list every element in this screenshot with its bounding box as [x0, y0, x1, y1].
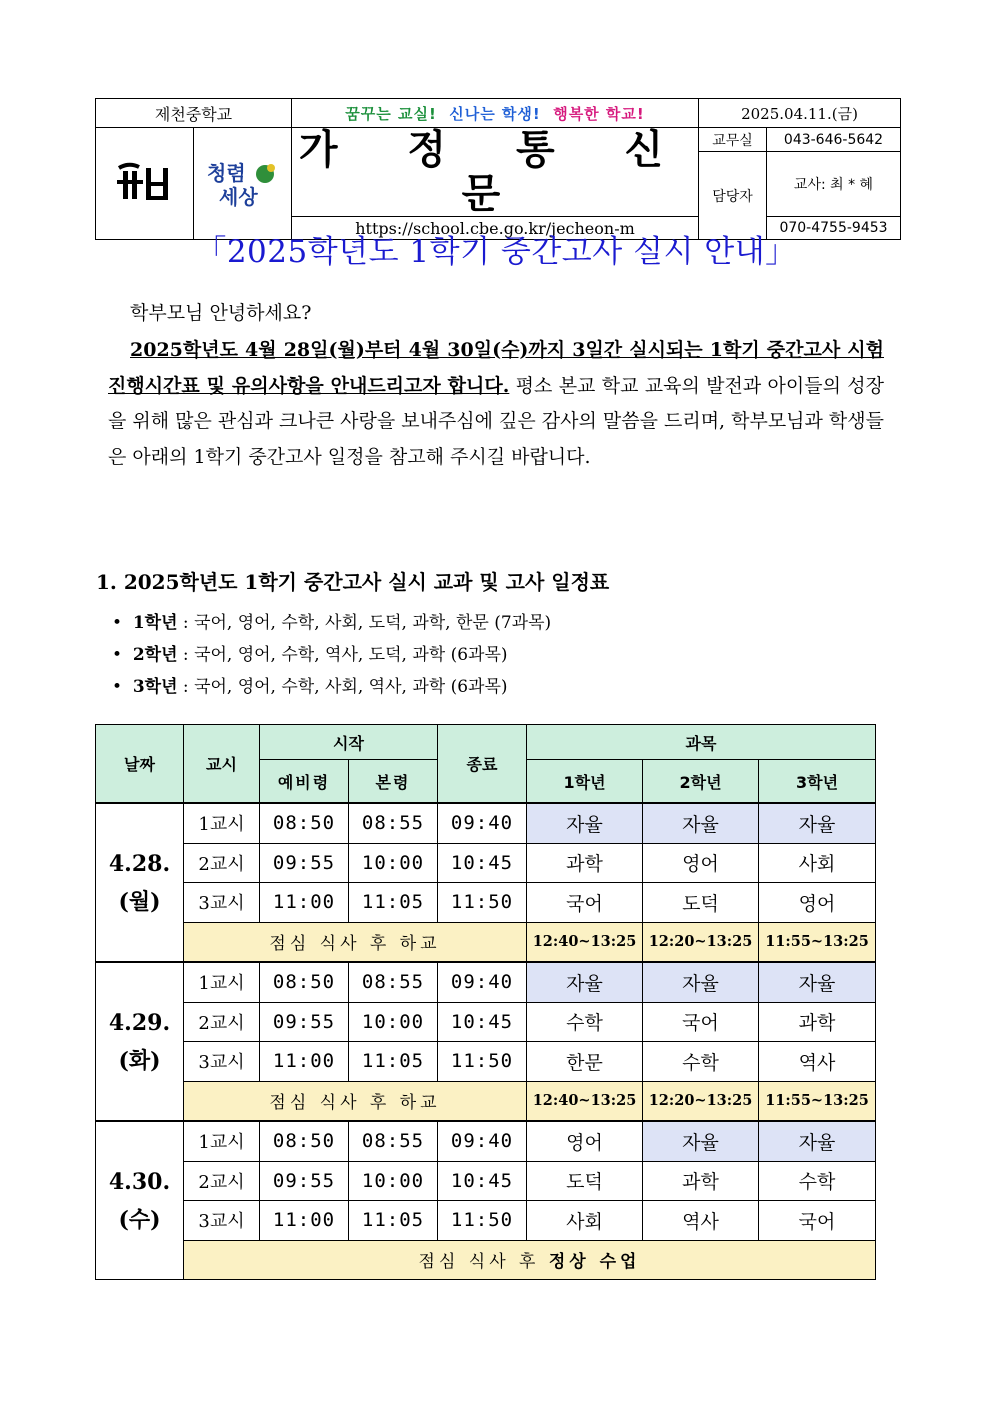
date-value: 4.29. — [108, 1009, 171, 1036]
bullet-grade-label: 3학년 — [132, 677, 178, 697]
teacher-phone: 070-4755-9453 — [767, 217, 901, 240]
end-time: 11:50 — [438, 1042, 527, 1082]
grade-2-subject: 영어 — [643, 843, 759, 883]
teacher-name: 교사: 최 * 혜 — [767, 152, 901, 217]
grade-2-lunch-time: 12:20~13:25 — [643, 922, 759, 962]
header-end: 종료 — [438, 725, 527, 804]
grade-2-subject: 자율 — [643, 1121, 759, 1161]
integrity-logo-icon — [203, 154, 283, 210]
bullet-grade-label: 1학년 — [132, 613, 178, 633]
dismissal-note: 점심 식사 후 하교 — [184, 922, 527, 962]
period-cell: 3교시 — [184, 1042, 260, 1082]
exam-day-date — [96, 803, 184, 962]
end-time: 10:45 — [438, 843, 527, 883]
grade-2-subject: 역사 — [643, 1201, 759, 1241]
period-cell: 3교시 — [184, 1201, 260, 1241]
header-period: 교시 — [184, 725, 260, 804]
grade-1-subject: 한문 — [527, 1042, 643, 1082]
section-title: 1. 2025학년도 1학기 중간고사 실시 교과 및 고사 일정표 — [96, 570, 610, 594]
slogan-part-2: 신나는 학생! — [449, 104, 541, 123]
period-cell: 1교시 — [184, 1121, 260, 1161]
greeting: 학부모님 안녕하세요? — [130, 302, 312, 324]
grade-3-subject: 국어 — [759, 1201, 876, 1241]
office-label: 교무실 — [699, 128, 767, 152]
grade-3-subject: 자율 — [759, 803, 876, 843]
school-url[interactable]: https://school.cbe.go.kr/jecheon-m — [292, 217, 699, 240]
grade-3-subject: 과학 — [759, 1002, 876, 1042]
grade-1-lunch-time: 12:40~13:25 — [527, 922, 643, 962]
svg-text:세상: 세상 — [218, 184, 258, 209]
main-bell-time: 08:55 — [349, 1121, 438, 1161]
grade-2-subject: 과학 — [643, 1161, 759, 1201]
period-cell: 2교시 — [184, 1161, 260, 1201]
grade-1-subject: 수학 — [527, 1002, 643, 1042]
school-name: 제천중학교 — [96, 99, 292, 128]
grade-3-subject: 자율 — [759, 1121, 876, 1161]
bullet-subjects: : 국어, 영어, 수학, 사회, 역사, 과학 (6과목) — [177, 677, 508, 697]
grade-1-subject: 자율 — [527, 962, 643, 1002]
school-slogan — [292, 99, 699, 128]
main-bell-time: 10:00 — [349, 1002, 438, 1042]
grade-1-lunch-time: 12:40~13:25 — [527, 1081, 643, 1121]
period-cell: 1교시 — [184, 962, 260, 1002]
header-grade-2: 2학년 — [643, 760, 759, 804]
grade-3-lunch-time: 11:55~13:25 — [759, 1081, 876, 1121]
exam-day-date — [96, 962, 184, 1121]
end-time: 10:45 — [438, 1161, 527, 1201]
contact-label: 담당자 — [699, 152, 767, 240]
pre-bell-time: 09:55 — [260, 1161, 349, 1201]
grade-3-subject: 역사 — [759, 1042, 876, 1082]
main-bell-time: 11:05 — [349, 883, 438, 923]
header-main-bell: 본령 — [349, 760, 438, 804]
grade-1-subject: 영어 — [527, 1121, 643, 1161]
office-phone: 043-646-5642 — [767, 128, 901, 152]
newsletter-header — [95, 98, 901, 240]
end-time: 11:50 — [438, 1201, 527, 1241]
grade-2-subject: 자율 — [643, 962, 759, 1002]
notice-headline: 「2025학년도 1학기 중간고사 실시 안내」 — [195, 234, 797, 270]
svg-text:청렴: 청렴 — [206, 160, 246, 185]
regular-class-note — [184, 1240, 876, 1280]
bullet-grade-2: • 2학년 : 국어, 영어, 수학, 역사, 도덕, 과학 (6과목) — [112, 645, 508, 665]
header-start: 시작 — [260, 725, 438, 760]
grade-2-subject: 도덕 — [643, 883, 759, 923]
pre-bell-time: 11:00 — [260, 883, 349, 923]
pre-bell-time: 09:55 — [260, 843, 349, 883]
pre-bell-time: 11:00 — [260, 1042, 349, 1082]
date-value: 4.28. — [108, 850, 171, 877]
day-of-week: (수) — [118, 1206, 161, 1233]
period-cell: 1교시 — [184, 803, 260, 843]
integrity-logo — [194, 128, 292, 240]
dismissal-note: 점심 식사 후 하교 — [184, 1081, 527, 1121]
header-grade-1: 1학년 — [527, 760, 643, 804]
header-grade-3: 3학년 — [759, 760, 876, 804]
grade-1-subject: 자율 — [527, 803, 643, 843]
main-bell-time: 11:05 — [349, 1201, 438, 1241]
grade-3-subject: 영어 — [759, 883, 876, 923]
end-time: 09:40 — [438, 803, 527, 843]
slogan-part-1: 꿈꾸는 교실! — [345, 104, 437, 123]
header-date: 날짜 — [96, 725, 184, 804]
pre-bell-time: 08:50 — [260, 803, 349, 843]
slogan-part-3: 행복한 학교! — [553, 104, 645, 123]
main-bell-time: 11:05 — [349, 1042, 438, 1082]
end-time: 10:45 — [438, 1002, 527, 1042]
grade-2-subject: 수학 — [643, 1042, 759, 1082]
intro-rest-text: 평소 본교 학교 교육의 발전과 아이들의 성장을 위해 많은 관심과 크나큰 사랑을 보내주심에 깊은 감사의 말씀을 드리며, 학부모님과 학생들은 아래의 1학기 중간고사 일정을 참고해 주시길 바랍니다. — [108, 374, 885, 468]
main-bell-time: 08:55 — [349, 962, 438, 1002]
main-bell-time: 10:00 — [349, 1161, 438, 1201]
grade-3-subject: 자율 — [759, 962, 876, 1002]
end-time: 11:50 — [438, 883, 527, 923]
lunch-note-prefix: 점심 식사 후 — [418, 1252, 549, 1273]
grade-3-subject: 사회 — [759, 843, 876, 883]
bullet-subjects: : 국어, 영어, 수학, 사회, 도덕, 과학, 한문 (7과목) — [177, 613, 552, 633]
period-cell: 3교시 — [184, 883, 260, 923]
grade-1-subject: 과학 — [527, 843, 643, 883]
bullet-grade-3: • 3학년 : 국어, 영어, 수학, 사회, 역사, 과학 (6과목) — [112, 677, 508, 697]
period-cell: 2교시 — [184, 1002, 260, 1042]
date-value: 4.30. — [108, 1168, 171, 1195]
day-of-week: (화) — [118, 1047, 161, 1074]
end-time: 09:40 — [438, 1121, 527, 1161]
school-logo — [96, 128, 194, 240]
key-notice-text: 2025학년도 4월 28일(월)부터 4월 30일(수)까지 3일간 실시되는 1학기 중간고사 시험 진행시간표 및 유의사항을 안내드리고자 합니다. — [108, 339, 884, 397]
grade-3-subject: 수학 — [759, 1161, 876, 1201]
exam-day-date — [96, 1121, 184, 1280]
grade-1-subject: 사회 — [527, 1201, 643, 1241]
grade-1-subject: 국어 — [527, 883, 643, 923]
grade-1-subject: 도덕 — [527, 1161, 643, 1201]
issue-date: 2025.04.11.(금) — [699, 99, 901, 128]
end-time: 09:40 — [438, 962, 527, 1002]
grade-2-subject: 자율 — [643, 803, 759, 843]
grade-2-lunch-time: 12:20~13:25 — [643, 1081, 759, 1121]
main-bell-time: 10:00 — [349, 843, 438, 883]
regular-class-emphasis: 정상 수업 — [548, 1252, 641, 1273]
pre-bell-time: 11:00 — [260, 1201, 349, 1241]
intro-paragraph — [108, 333, 884, 475]
bullet-grade-label: 2학년 — [132, 645, 178, 665]
grade-2-subject: 국어 — [643, 1002, 759, 1042]
day-of-week: (월) — [118, 888, 161, 915]
pre-bell-time: 09:55 — [260, 1002, 349, 1042]
pre-bell-time: 08:50 — [260, 962, 349, 1002]
exam-schedule-table — [95, 724, 876, 1280]
bullet-subjects: : 국어, 영어, 수학, 역사, 도덕, 과학 (6과목) — [177, 645, 508, 665]
newsletter-title: 가 정 통 신 문 — [292, 128, 699, 217]
grade-3-lunch-time: 11:55~13:25 — [759, 922, 876, 962]
header-pre-bell: 예비령 — [260, 760, 349, 804]
period-cell: 2교시 — [184, 843, 260, 883]
bullet-grade-1: • 1학년 : 국어, 영어, 수학, 사회, 도덕, 과학, 한문 (7과목) — [112, 613, 552, 633]
school-logo-icon — [115, 158, 175, 206]
pre-bell-time: 08:50 — [260, 1121, 349, 1161]
main-bell-time: 08:55 — [349, 803, 438, 843]
header-subject: 과목 — [527, 725, 876, 760]
